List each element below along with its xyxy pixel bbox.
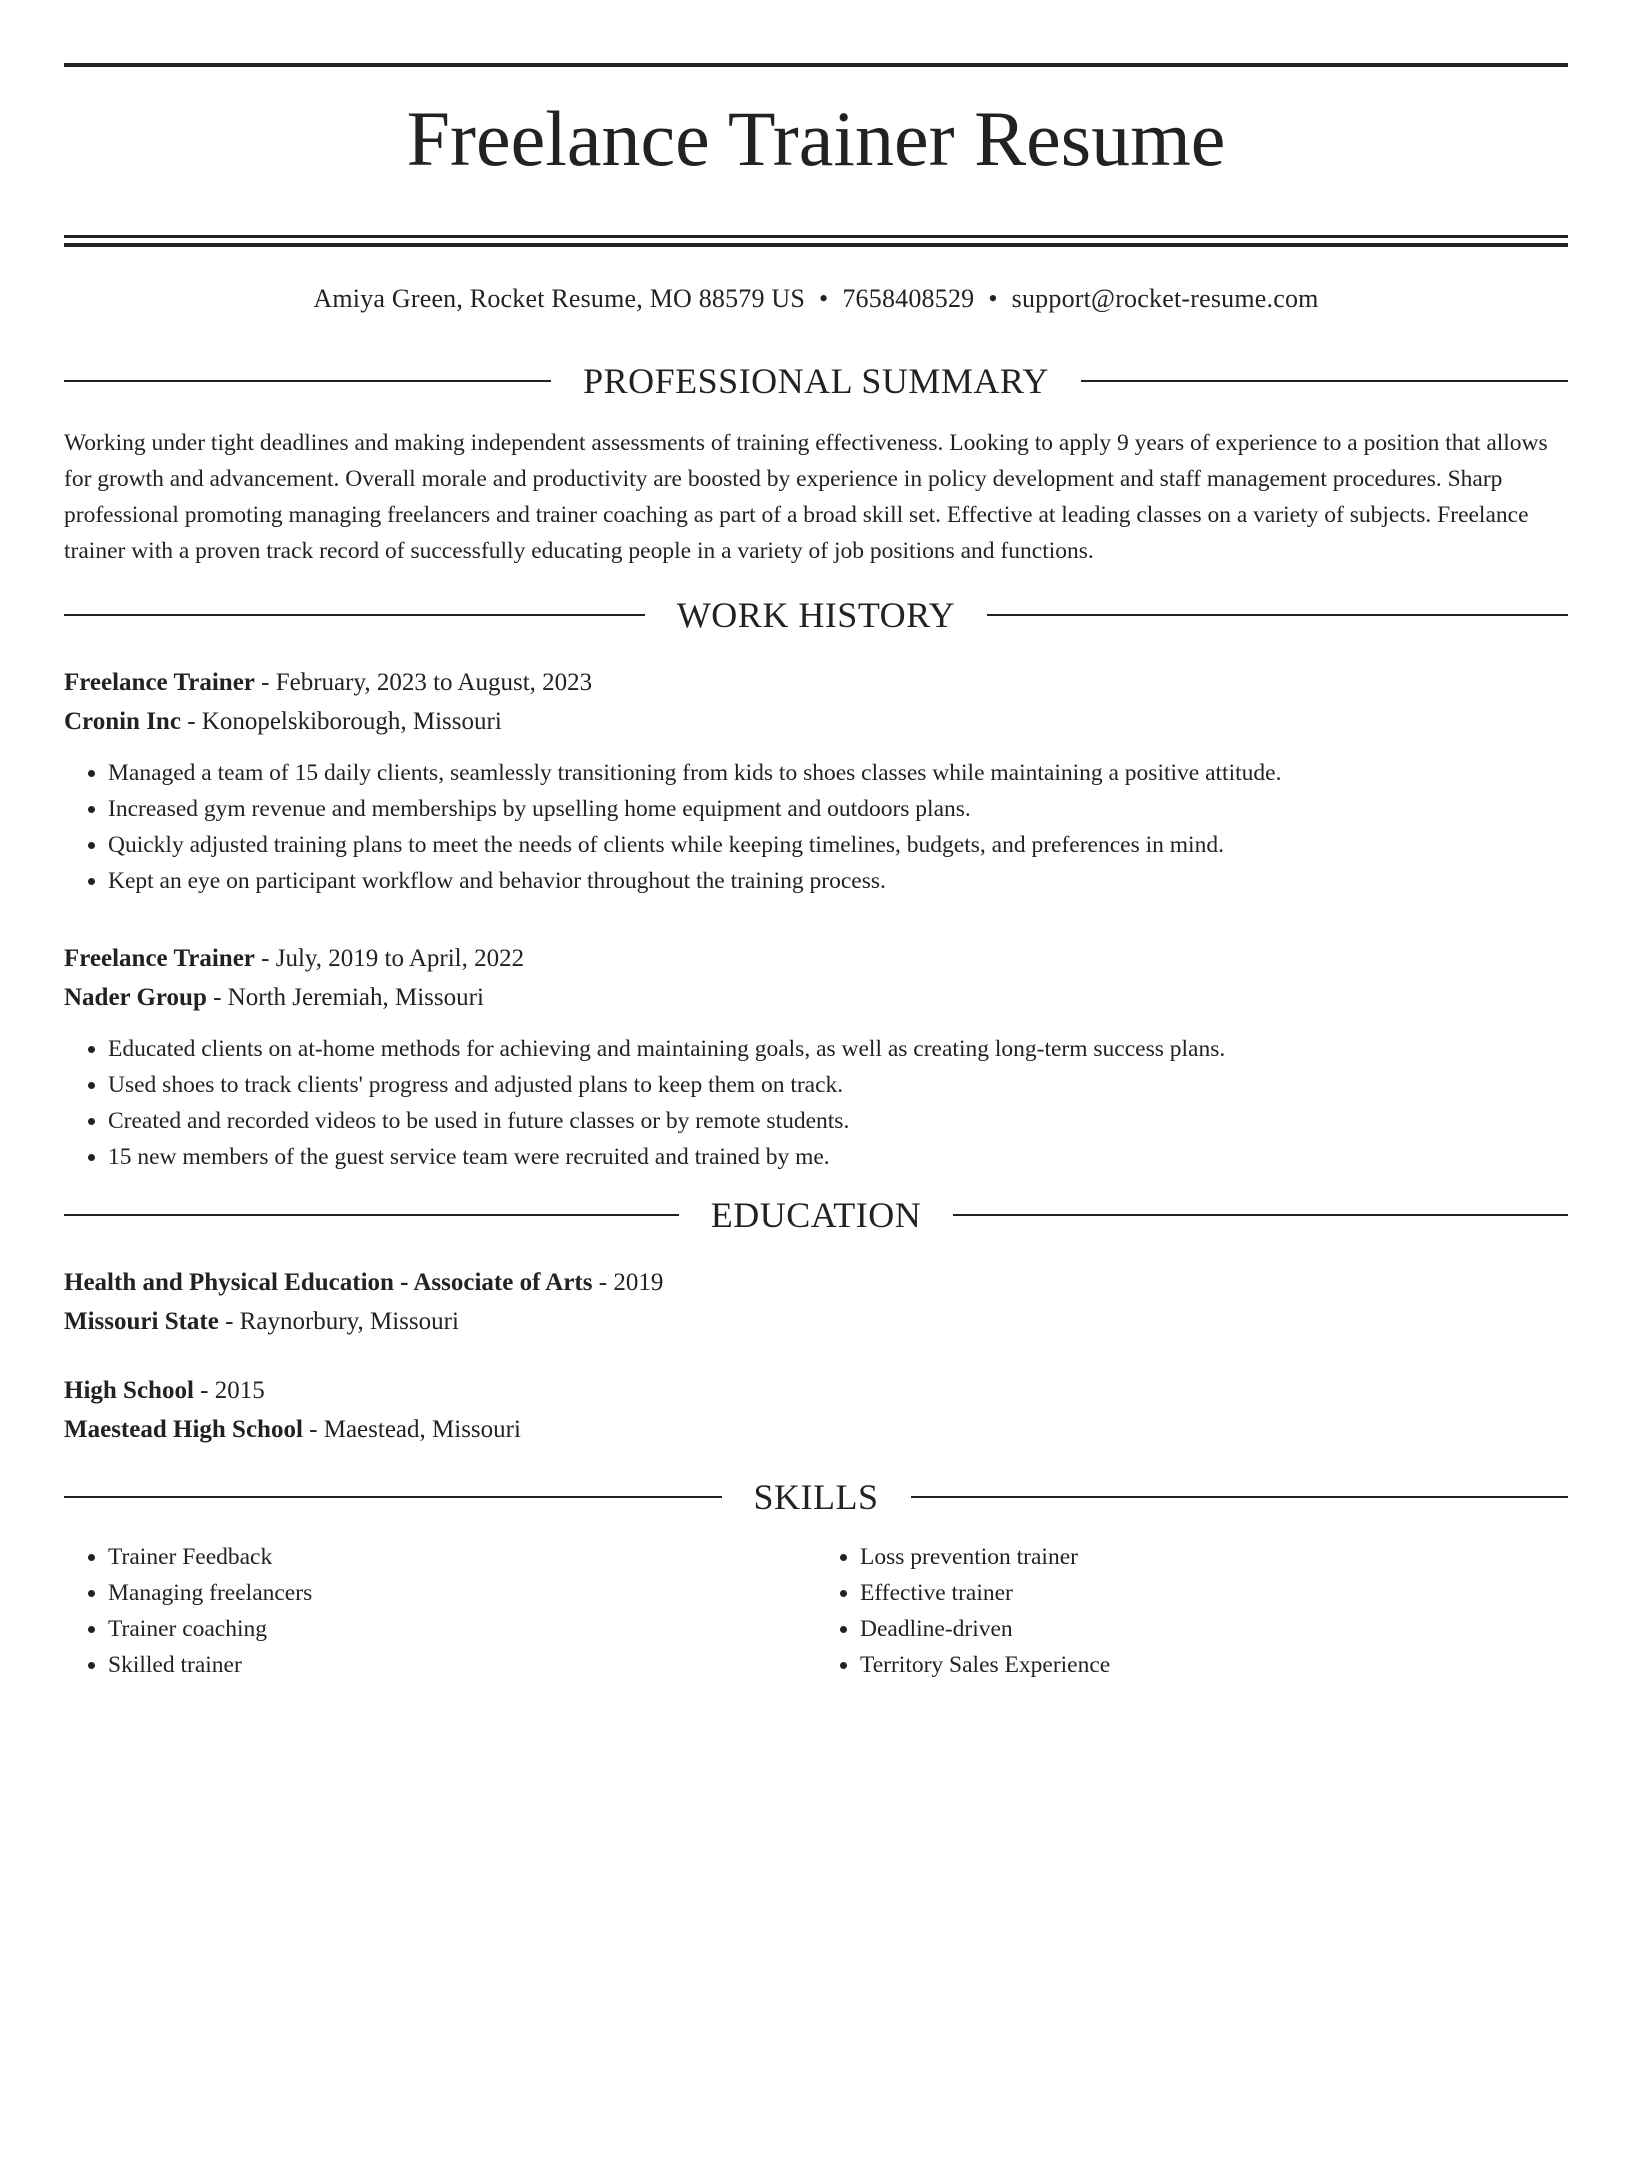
job-dates: - July, 2019 to April, 2022 [254, 944, 525, 972]
resume-page [0, 63, 1632, 2175]
contact-separator: • [819, 284, 829, 314]
contact-phone: 7658408529 [842, 284, 975, 314]
summary-heading: PROFESSIONAL SUMMARY [583, 361, 1049, 402]
education-year: - 2015 [193, 1376, 265, 1404]
top-rule [64, 63, 1568, 67]
job-title-line [64, 663, 1568, 702]
skills-columns [64, 1539, 1568, 1683]
education-school: Maestead High School [64, 1415, 303, 1443]
contact-email: support@rocket-resume.com [1011, 284, 1319, 314]
skills-heading: SKILLS [753, 1476, 879, 1517]
skill-item: • Loss prevention trainer [860, 1539, 1568, 1575]
skills-section-heading [64, 1475, 1568, 1519]
education-entry [64, 1263, 1568, 1341]
job-bullets [64, 1031, 1568, 1175]
skill-item: • Effective trainer [860, 1575, 1568, 1611]
summary-section-heading [64, 359, 1568, 403]
heading-rule-left [64, 1496, 722, 1498]
job-bullet: • 15 new members of the guest service team were recruited and trained by me. [108, 1139, 1568, 1175]
education-degree: Health and Physical Education - Associate of Arts [64, 1268, 593, 1296]
contact-separator: • [988, 284, 998, 314]
title-double-rule [64, 235, 1568, 247]
job-location: - North Jeremiah, Missouri [206, 983, 484, 1011]
skill-item: • Managing freelancers [108, 1575, 816, 1611]
education-degree-line [64, 1371, 1568, 1410]
contact-address: Amiya Green, Rocket Resume, MO 88579 US [313, 284, 806, 314]
job-title: Freelance Trainer [64, 668, 255, 696]
heading-rule-left [64, 614, 645, 616]
education-school: Missouri State [64, 1307, 219, 1335]
education-school-line [64, 1302, 1568, 1341]
heading-rule-right [1081, 380, 1568, 382]
education-heading: EDUCATION [710, 1194, 922, 1235]
job-bullet: • Created and recorded videos to be used in future classes or by remote students. [108, 1103, 1568, 1139]
education-year: - 2019 [592, 1268, 664, 1296]
education-section-heading [64, 1193, 1568, 1237]
education-location: - Maestead, Missouri [302, 1415, 521, 1443]
heading-rule-left [64, 1214, 679, 1216]
education-school-line [64, 1410, 1568, 1449]
job-location: - Konopelskiborough, Missouri [180, 707, 502, 735]
job-company: Cronin Inc [64, 707, 181, 735]
skills-list-right [816, 1539, 1568, 1683]
job-bullet: • Educated clients on at-home methods for achieving and maintaining goals, as well as creating long-term success plans. [108, 1031, 1568, 1067]
work-heading: WORK HISTORY [676, 594, 956, 635]
skill-item: • Deadline-driven [860, 1611, 1568, 1647]
heading-rule-left [64, 380, 551, 382]
job-bullet: • Quickly adjusted training plans to meet the needs of clients while keeping timelines, budgets, and preferences in mind. [108, 827, 1568, 863]
skill-item: • Trainer Feedback [108, 1539, 816, 1575]
work-section-heading [64, 593, 1568, 637]
job-bullet: • Managed a team of 15 daily clients, seamlessly transitioning from kids to shoes classes while maintaining a positive attitude. [108, 755, 1568, 791]
job-title: Freelance Trainer [64, 944, 255, 972]
resume-title: Freelance Trainer Resume [406, 95, 1226, 182]
contact-line [64, 283, 1568, 315]
job-bullet: • Increased gym revenue and memberships by upselling home equipment and outdoors plans. [108, 791, 1568, 827]
skills-list-left [64, 1539, 816, 1683]
education-degree-line [64, 1263, 1568, 1302]
job-bullets [64, 755, 1568, 899]
education-degree: High School [64, 1376, 194, 1404]
heading-rule-right [987, 614, 1568, 616]
summary-text: Working under tight deadlines and making independent assessments of training effectiveness. Looking to apply 9 years of experience to a position that allows for growth and advancement. Overall morale and productivity are boosted by experience in policy development and staff management procedures. Sharp professional promoting managing freelancers and trainer coaching as part of a broad skill set. Effective at leading classes on a variety of subjects. Freelance trainer with a proven track record of successfully educating people in a variety of job positions and functions. [64, 430, 1548, 565]
education-location: - Raynorbury, Missouri [218, 1307, 459, 1335]
job-title-line [64, 939, 1568, 978]
job-company-line [64, 978, 1568, 1017]
job-company: Nader Group [64, 983, 207, 1011]
skill-item: • Skilled trainer [108, 1647, 816, 1683]
job-dates: - February, 2023 to August, 2023 [254, 668, 593, 696]
job-company-line [64, 702, 1568, 741]
job-bullet: • Used shoes to track clients' progress and adjusted plans to keep them on track. [108, 1067, 1568, 1103]
skill-item: • Territory Sales Experience [860, 1647, 1568, 1683]
heading-rule-right [911, 1496, 1569, 1498]
heading-rule-right [953, 1214, 1568, 1216]
job-entry [64, 939, 1568, 1175]
job-bullet: • Kept an eye on participant workflow and behavior throughout the training process. [108, 863, 1568, 899]
education-entry [64, 1371, 1568, 1449]
skill-item: • Trainer coaching [108, 1611, 816, 1647]
job-entry [64, 663, 1568, 899]
